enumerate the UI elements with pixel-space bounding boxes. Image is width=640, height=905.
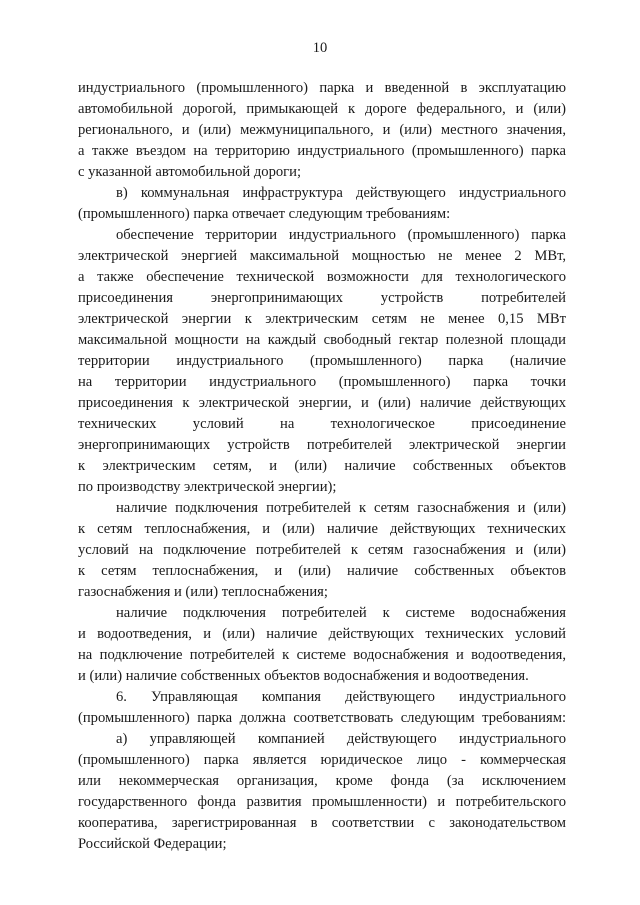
text-line: к сетям теплоснабжения, и (или) наличие собственных объектов xyxy=(78,563,566,579)
text-line: условий на подключение потребителей к сетям газоснабжения и (или) xyxy=(78,542,566,558)
text-line: в) коммунальная инфраструктура действующего индустриального xyxy=(116,185,566,201)
body-text xyxy=(78,78,566,855)
text-line: обеспечение территории индустриального (промышленного) парка xyxy=(116,227,566,243)
text-line: (промышленного) парка отвечает следующим требованиям: xyxy=(78,206,451,222)
text-line: и водоотведения, и (или) наличие действующих технических условий xyxy=(78,626,566,642)
text-line: Российской Федерации; xyxy=(78,836,227,852)
page-number: 10 xyxy=(312,40,328,56)
text-line: наличие подключения потребителей к системе водоснабжения xyxy=(116,605,566,621)
text-line: (промышленного) парка должна соответствовать следующим требованиям: xyxy=(78,710,566,726)
text-line: а) управляющей компанией действующего индустриального xyxy=(116,731,566,747)
text-line: 6. Управляющая компания действующего индустриального xyxy=(116,689,566,705)
text-line: к сетям теплоснабжения, и (или) наличие действующих технических xyxy=(78,521,566,537)
text-line: (промышленного) парка является юридическое лицо - коммерческая xyxy=(78,752,566,768)
text-line: максимальной мощности на каждый свободный гектар полезной площади xyxy=(78,332,566,348)
text-line: газоснабжения и (или) теплоснабжения; xyxy=(78,584,328,600)
text-line: на подключение потребителей к системе водоснабжения и водоотведения, xyxy=(78,647,566,663)
text-line: на территории индустриального (промышленного) парка точки xyxy=(78,374,566,390)
text-line: с указанной автомобильной дороги; xyxy=(78,164,302,180)
text-line: наличие подключения потребителей к сетям газоснабжения и (или) xyxy=(116,500,566,516)
text-line: или некоммерческая организация, кроме фонда (за исключением xyxy=(78,773,566,789)
text-line: технических условий на технологическое присоединение xyxy=(78,416,566,432)
text-line: регионального, и (или) межмуниципального, и (или) местного значения, xyxy=(78,122,566,138)
text-line: индустриального (промышленного) парка и введенной в эксплуатацию xyxy=(78,80,566,96)
text-line: электрической энергией максимальной мощностью не менее 2 МВт, xyxy=(78,248,566,264)
text-line: кооператива, зарегистрированная в соответствии с законодательством xyxy=(78,815,566,831)
text-line: и (или) наличие собственных объектов водоснабжения и водоотведения. xyxy=(78,668,529,684)
text-line: к электрическим сетям, и (или) наличие собственных объектов xyxy=(78,458,566,474)
text-line: а также въездом на территорию индустриального (промышленного) парка xyxy=(78,143,566,159)
text-line: территории индустриального (промышленного) парка (наличие xyxy=(78,353,566,369)
text-line: а также обеспечение технической возможности для технологического xyxy=(78,269,566,285)
text-line: электрической энергии к электрическим сетям не менее 0,15 МВт xyxy=(78,311,566,327)
text-line: энергопринимающих устройств потребителей электрической энергии xyxy=(78,437,566,453)
text-line: присоединения к электрической энергии, и (или) наличие действующих xyxy=(78,395,566,411)
text-line: государственного фонда развития промышленности) и потребительского xyxy=(78,794,566,810)
text-line: по производству электрической энергии); xyxy=(78,479,337,495)
text-line: присоединения энергопринимающих устройств потребителей xyxy=(78,290,566,306)
text-line: автомобильной дорогой, примыкающей к дороге федерального, и (или) xyxy=(78,101,566,117)
